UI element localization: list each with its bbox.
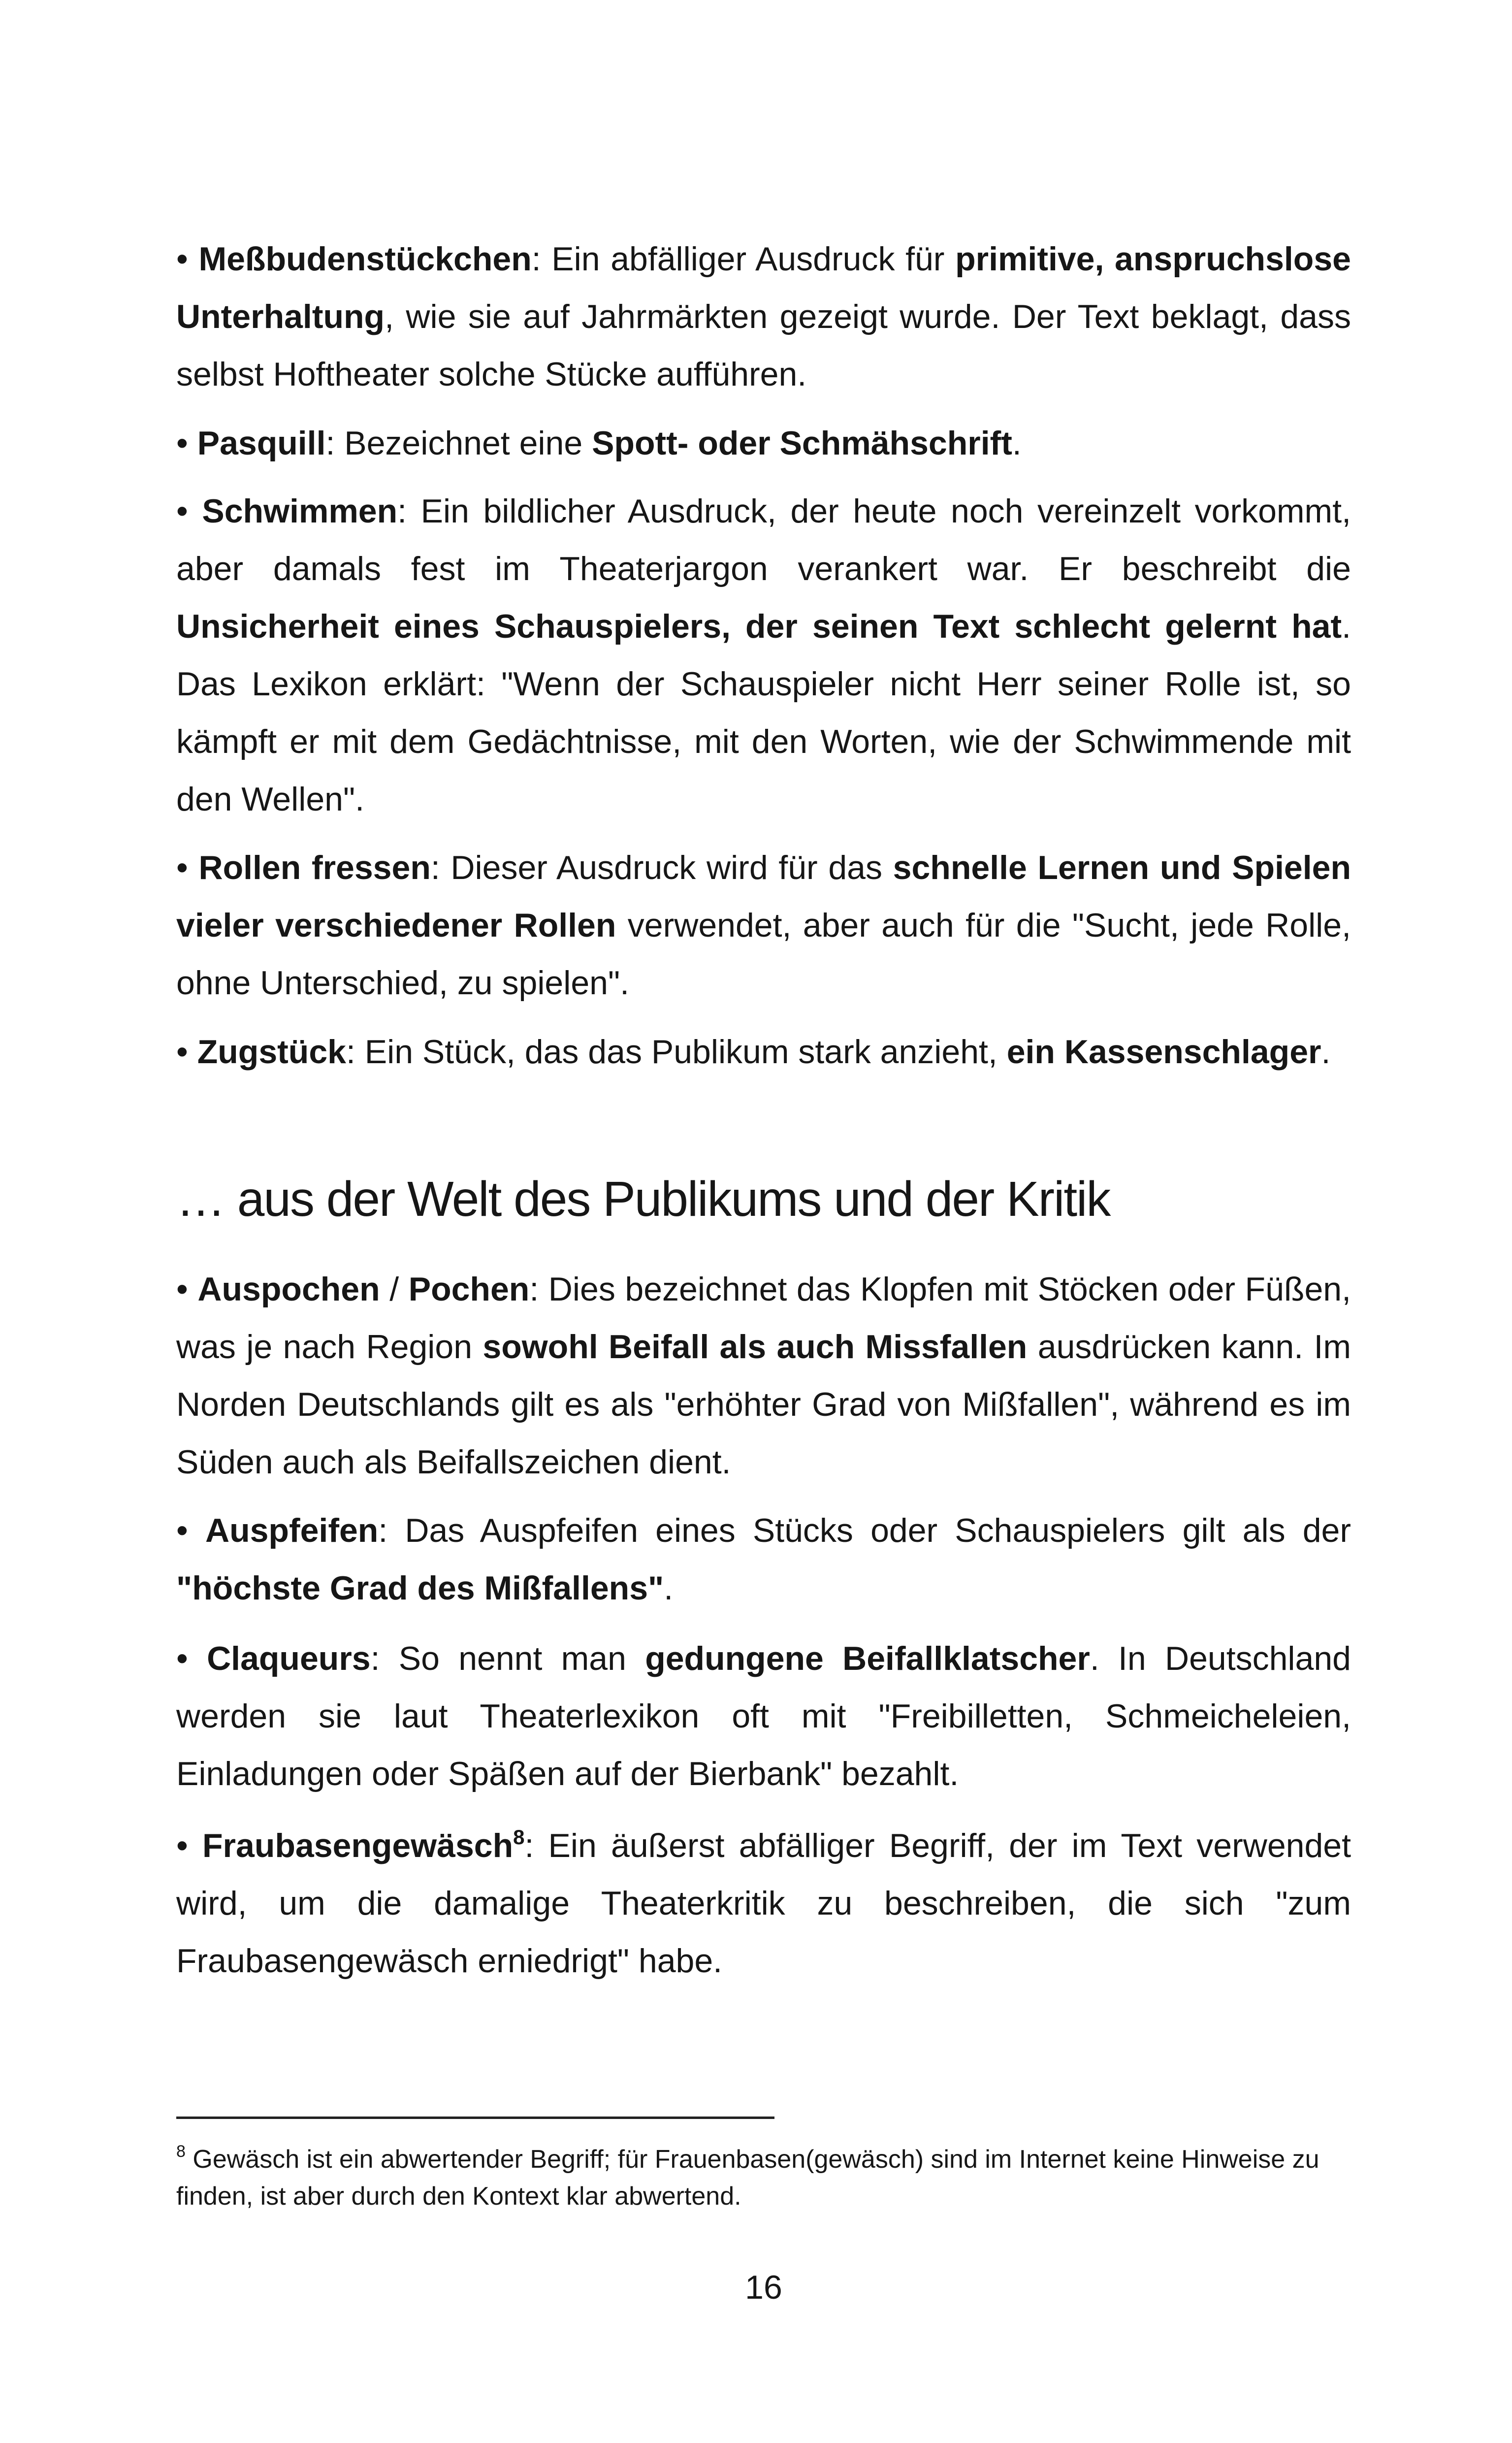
entry-text: : Ein äußerst abfälliger Begriff, der im Text verwendet wird, um die damalige Theaterkritik zu beschreiben, die sich "zum Fraubasengewäsch erniedrigt" habe.	[176, 1827, 1351, 1980]
entry-term: Auspochen	[197, 1270, 380, 1308]
entry-text: verwendet, aber auch für die "Sucht, jede Rolle, ohne Unterschied, zu spielen".	[176, 907, 1351, 1002]
entry-text: . In Deutschland werden sie laut Theaterlexikon oft mit "Freibilletten, Schmeicheleien, Einladungen oder Späßen auf der Bierbank" bezahlt.	[176, 1640, 1351, 1792]
footnote-text: Gewäsch ist ein abwertender Begriff; für Frauenbasen(gewäsch) sind im Internet keine Hinweise zu finden, ist aber durch den Kontext klar abwertend.	[176, 2145, 1319, 2211]
footnote-separator	[176, 2117, 774, 2119]
bullet: •	[176, 1827, 188, 1864]
entry-text: .	[1321, 1033, 1331, 1071]
entry-text: , wie sie auf Jahrmärkten gezeigt wurde. Der Text beklagt, dass selbst Hoftheater solche Stücke aufführen.	[176, 298, 1351, 393]
bullet: •	[176, 849, 188, 886]
glossary-entry	[176, 1630, 1351, 1803]
entry-emphasis: Unsicherheit eines Schauspielers, der seinen Text schlecht gelernt hat	[176, 608, 1342, 645]
bullet: •	[176, 424, 188, 462]
entry-text: : Ein bildlicher Ausdruck, der heute noch vereinzelt vorkommt, aber damals fest im Theaterjargon verankert war. Er beschreibt die	[176, 492, 1351, 587]
entry-emphasis: primitive, anspruchslose Unterhaltung	[176, 240, 1351, 335]
entry-term: Meßbudenstückchen	[198, 240, 532, 278]
glossary-entry	[176, 1817, 1351, 1990]
bullet: •	[176, 240, 188, 278]
entry-term: Fraubasengewäsch	[202, 1827, 514, 1864]
entry-term: Schwimmen	[202, 492, 398, 530]
entry-text: : Bezeichnet eine	[325, 424, 592, 462]
glossary-entry	[176, 1502, 1351, 1617]
entry-text: .	[1012, 424, 1022, 462]
glossary-entry	[176, 1023, 1351, 1081]
entry-term: Claqueurs	[207, 1640, 371, 1677]
bullet: •	[176, 1640, 188, 1677]
glossary-entry	[176, 230, 1351, 403]
footnote	[176, 2141, 1351, 2215]
glossary-entry	[176, 1261, 1351, 1491]
entry-text: : Das Auspfeifen eines Stücks oder Schauspielers gilt als der	[378, 1512, 1351, 1549]
entry-text: : So nennt man	[370, 1640, 645, 1677]
document-page	[176, 0, 1351, 2443]
entry-emphasis: ein Kassenschlager	[1006, 1033, 1321, 1071]
entry-text: : Ein Stück, das das Publikum stark anzieht,	[346, 1033, 1007, 1071]
footnote-number: 8	[176, 2142, 186, 2161]
term-separator: /	[380, 1270, 409, 1308]
entry-text: ausdrücken kann. Im Norden Deutschlands gilt es als "erhöhter Grad von Mißfallen", während es im Süden auch als Beifallszeichen dient.	[176, 1328, 1351, 1481]
section-heading: … aus der Welt des Publikums und der Kritik	[176, 1172, 1110, 1227]
glossary-entry	[176, 839, 1351, 1012]
entry-term: Pochen	[408, 1270, 530, 1308]
bullet: •	[176, 1512, 188, 1549]
footnote-reference[interactable]: 8	[513, 1825, 525, 1849]
bullet: •	[176, 1033, 188, 1071]
entry-emphasis: schnelle Lernen und Spielen vieler verschiedener Rollen	[176, 849, 1351, 944]
entry-emphasis: sowohl Beifall als auch Missfallen	[483, 1328, 1028, 1366]
bullet: •	[176, 1270, 188, 1308]
entry-term: Zugstück	[197, 1033, 346, 1071]
glossary-entry	[176, 483, 1351, 828]
page-number: 16	[745, 2269, 782, 2306]
entry-emphasis: gedungene Beifallklatscher	[645, 1640, 1090, 1677]
entry-term: Pasquill	[197, 424, 326, 462]
entry-text: . Das Lexikon erklärt: "Wenn der Schauspieler nicht Herr seiner Rolle ist, so kämpft er mit dem Gedächtnisse, mit den Worten, wie der Schwimmende mit den Wellen".	[176, 608, 1351, 818]
entry-emphasis: "höchste Grad des Mißfallens"	[176, 1569, 664, 1607]
entry-term: Rollen fressen	[198, 849, 431, 886]
entry-term: Auspfeifen	[205, 1512, 379, 1549]
entry-text: : Dies bezeichnet das Klopfen mit Stöcken oder Füßen, was je nach Region	[176, 1270, 1351, 1366]
entry-text: .	[664, 1569, 674, 1607]
entry-text: : Dieser Ausdruck wird für das	[430, 849, 893, 886]
entry-emphasis: Spott- oder Schmähschrift	[592, 424, 1012, 462]
entry-text: : Ein abfälliger Ausdruck für	[531, 240, 956, 278]
glossary-entry	[176, 415, 1351, 472]
bullet: •	[176, 492, 188, 530]
